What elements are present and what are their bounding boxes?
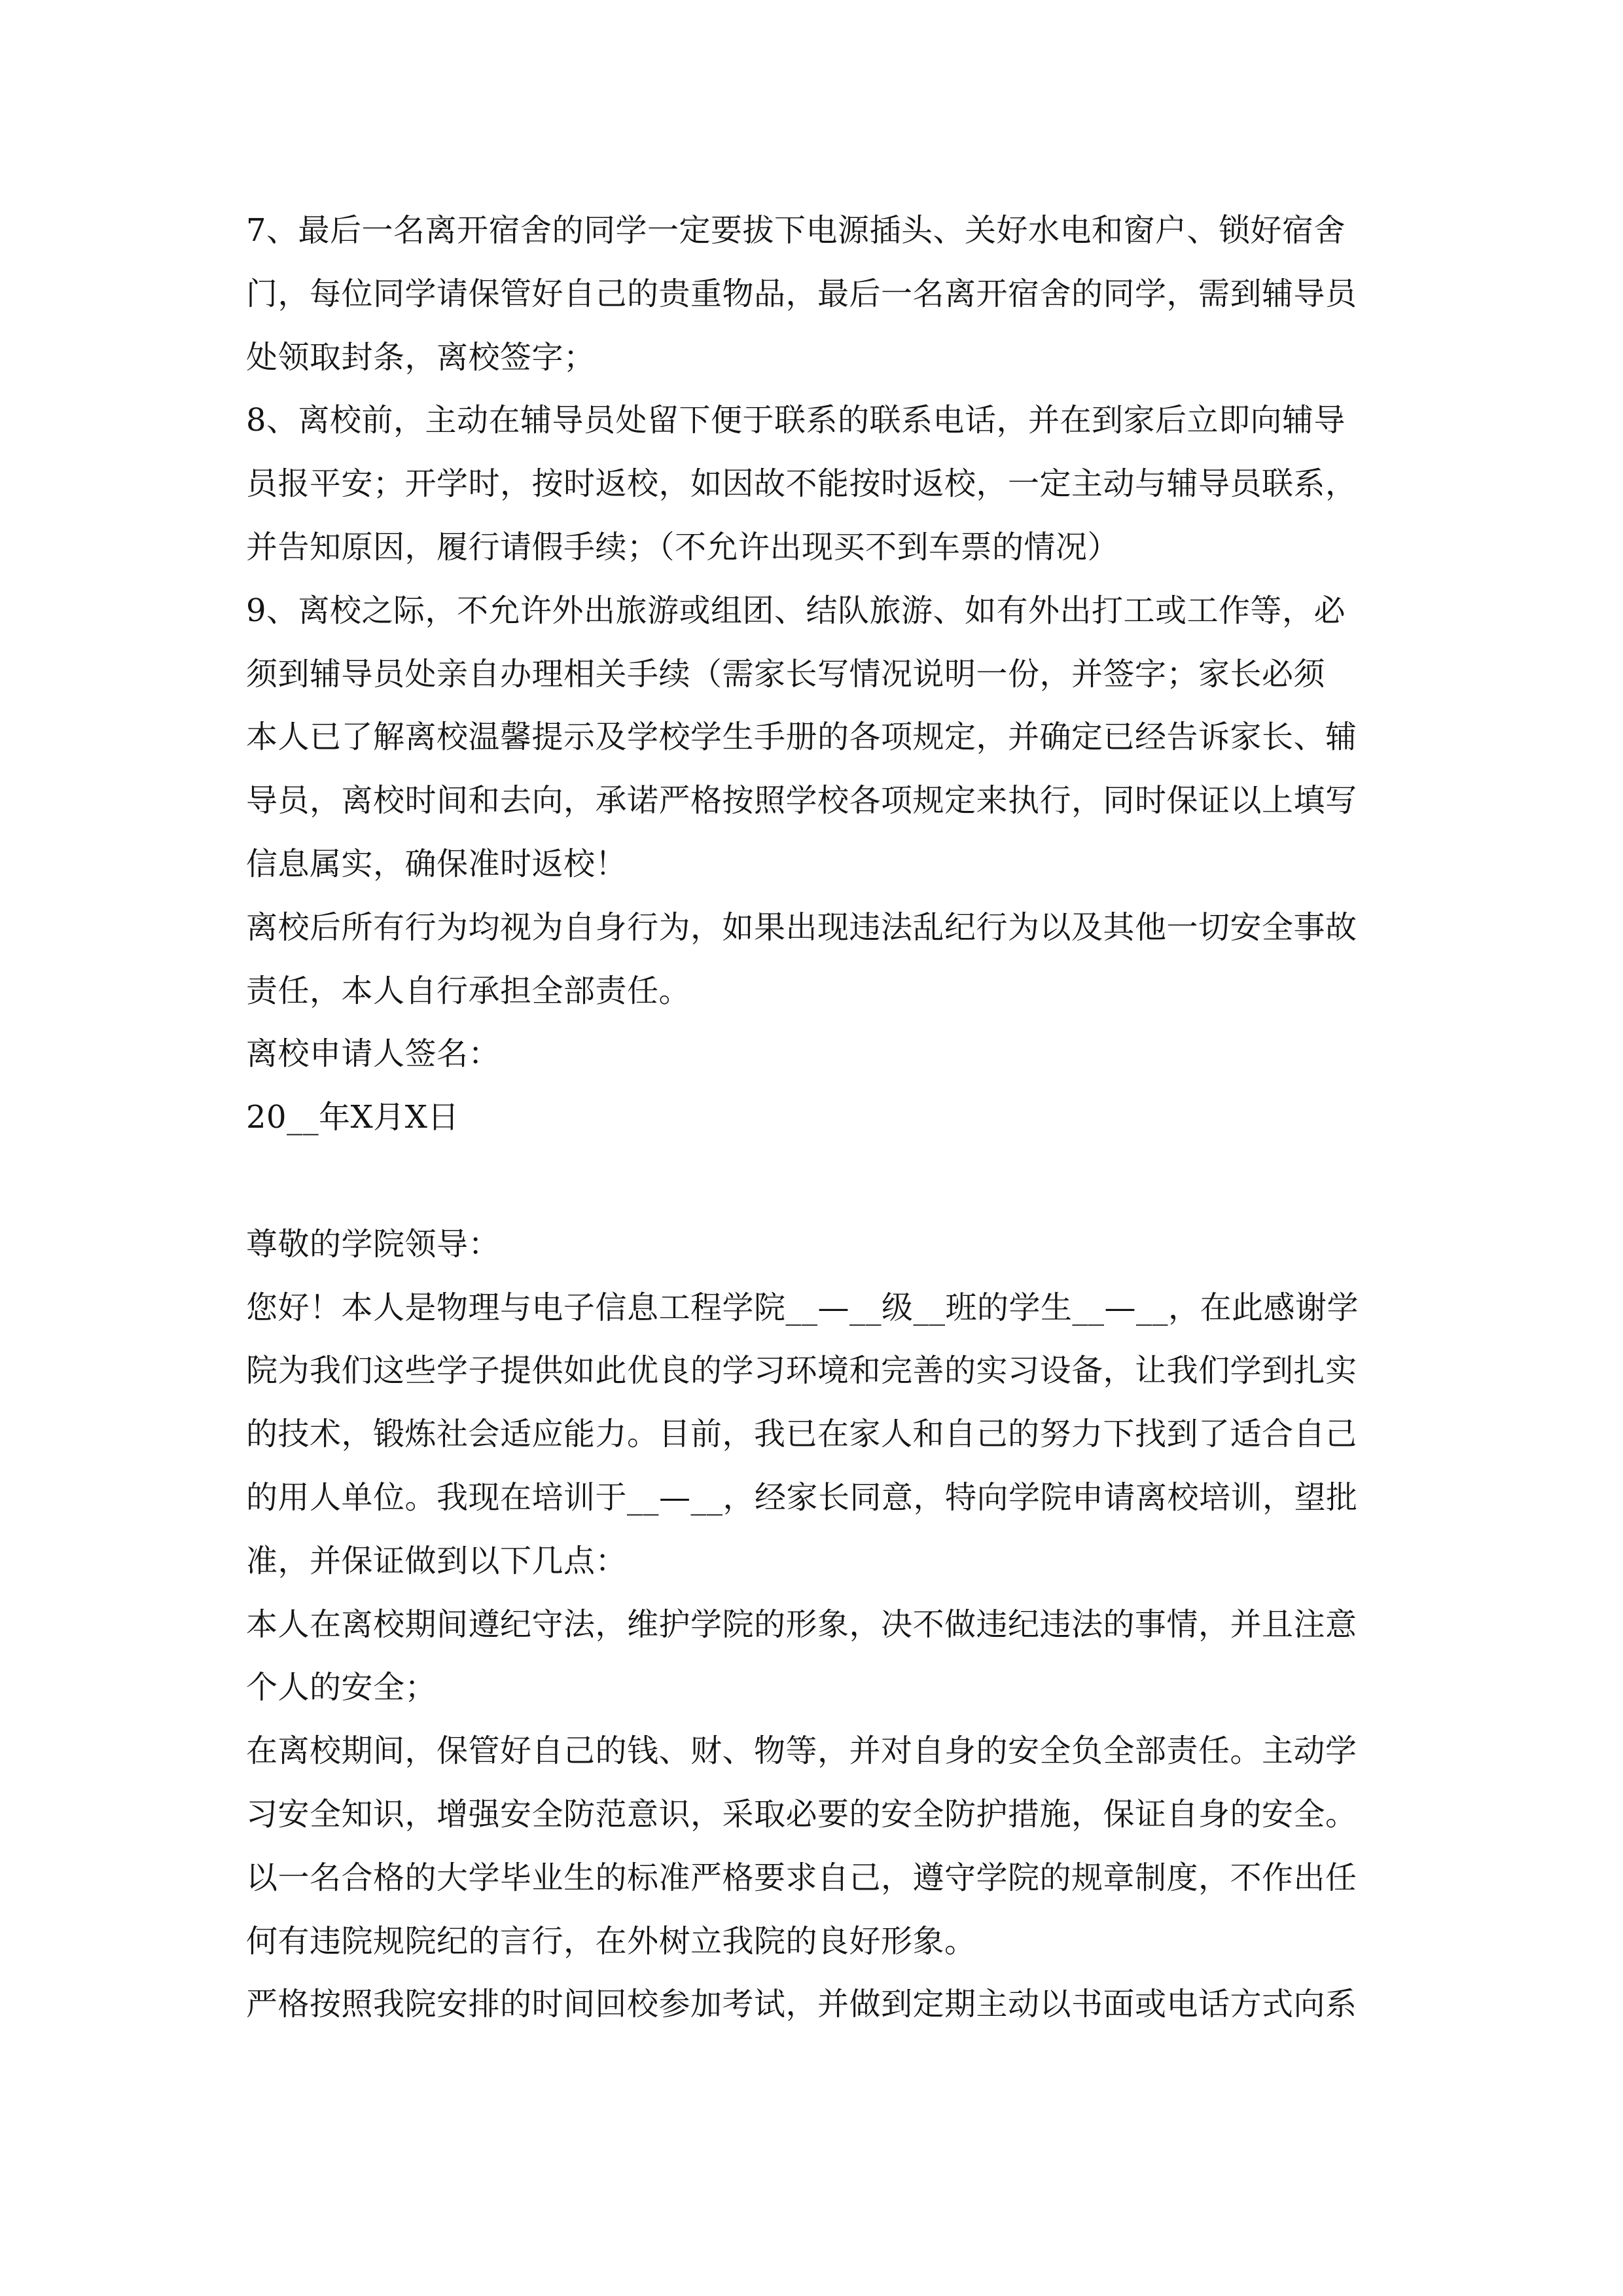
signature-label: 离校申请人签名： — [246, 1035, 501, 1073]
text-line: 员报平安；开学时，按时返校，如因故不能按时返校，一定主动与辅导员联系， — [246, 465, 1357, 503]
text-line: 导员，离校时间和去向，承诺严格按照学校各项规定来执行，同时保证以上填写 — [246, 782, 1357, 819]
text-line: 的技术，锻炼社会适应能力。目前，我已在家人和自己的努力下找到了适合自己 — [246, 1416, 1357, 1453]
section-divider-space — [246, 1149, 1398, 1213]
text-line: 院为我们这些学子提供如此优良的学习环境和完善的实习设备，让我们学到扎实 — [246, 1352, 1357, 1390]
text-line: 信息属实，确保准时返校！ — [246, 845, 628, 882]
text-line: 个人的安全； — [246, 1669, 437, 1706]
text-line: 7、最后一名离开宿舍的同学一定要拔下电源插头、关好水电和窗户、锁好宿舍 — [246, 212, 1346, 249]
text-line: 并告知原因，履行请假手续；（不允许出现买不到车票的情况） — [246, 528, 1120, 565]
text-line: 门，每位同学请保管好自己的贵重物品，最后一名离开宿舍的同学，需到辅导员 — [246, 275, 1357, 312]
text-line: 8、离校前，主动在辅导员处留下便于联系的联系电话，并在到家后立即向辅导 — [246, 402, 1346, 439]
text-line: 严格按照我院安排的时间回校参加考试，并做到定期主动以书面或电话方式向系 — [246, 1986, 1357, 2023]
section-leave-notice — [246, 199, 1398, 1149]
text-line: 准，并保证做到以下几点： — [246, 1542, 628, 1579]
text-line: 责任，本人自行承担全部责任。 — [246, 972, 691, 1009]
date-line: 20__年X月X日 — [246, 1099, 459, 1136]
text-line: 本人在离校期间遵纪守法，维护学院的形象，决不做违纪违法的事情，并且注意 — [246, 1605, 1357, 1643]
text-line: 须到辅导员处亲自办理相关手续（需家长写情况说明一份，并签字；家长必须 — [246, 655, 1326, 692]
text-line: 何有违院规院纪的言行，在外树立我院的良好形象。 — [246, 1922, 976, 1960]
text-line: 您好！本人是物理与电子信息工程学院__—__级__班的学生__—__，在此感谢学 — [246, 1289, 1359, 1326]
text-line: 处领取封条，离校签字； — [246, 338, 596, 376]
text-line: 以一名合格的大学毕业生的标准严格要求自己，遵守学院的规章制度，不作出任 — [246, 1859, 1357, 1896]
document-body — [246, 199, 1398, 2036]
salutation: 尊敬的学院领导： — [246, 1225, 501, 1263]
text-line: 本人已了解离校温馨提示及学校学生手册的各项规定，并确定已经告诉家长、辅 — [246, 719, 1357, 756]
text-line: 离校后所有行为均视为自身行为，如果出现违法乱纪行为以及其他一切安全事故 — [246, 908, 1357, 946]
text-line: 习安全知识，增强安全防范意识，采取必要的安全防护措施，保证自身的安全。 — [246, 1795, 1357, 1833]
text-line: 在离校期间，保管好自己的钱、财、物等，并对自身的安全负全部责任。主动学 — [246, 1732, 1357, 1770]
text-line: 9、离校之际，不允许外出旅游或组团、结队旅游、如有外出打工或工作等，必 — [246, 592, 1346, 629]
section-application-letter — [246, 1213, 1398, 2036]
text-line: 的用人单位。我现在培训于__—__，经家长同意，特向学院申请离校培训，望批 — [246, 1479, 1358, 1516]
